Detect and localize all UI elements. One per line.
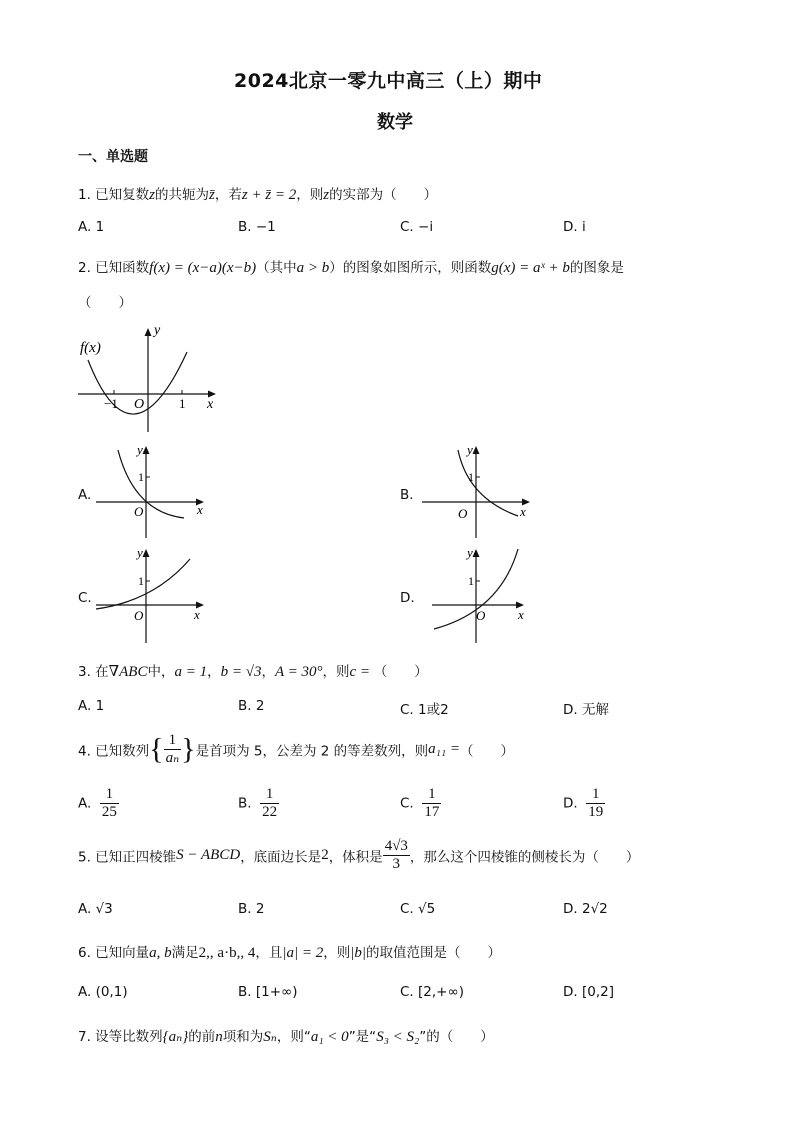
- q6-option-a[interactable]: A. (0,1): [78, 984, 128, 1000]
- gb-x-label: x: [520, 504, 526, 519]
- q2-text-c: ）的图象如图所示，则函数: [329, 260, 492, 276]
- q5-vol-num: 4√3: [384, 838, 408, 854]
- q6-text-d: ，则: [323, 945, 351, 961]
- q4-seq-fraction: [164, 732, 182, 767]
- q7-cond1: a₁ < 0: [310, 1029, 349, 1045]
- q6-text-e: 的取值范围是（ ）: [365, 945, 501, 961]
- q1-option-d[interactable]: D. i: [563, 219, 586, 235]
- q1-var-2: z: [323, 187, 330, 203]
- q6-vectors: a, b: [149, 945, 172, 961]
- q6-text-c: ，且: [255, 945, 283, 961]
- q1-equation: z + z̄ = 2: [241, 187, 297, 203]
- ga-y-label: y: [137, 442, 143, 457]
- q4-option-d-den: 19: [588, 804, 604, 820]
- q4-option-d-letter: D.: [563, 795, 578, 812]
- question-1: [78, 183, 437, 204]
- question-2: [78, 256, 624, 277]
- q1-text-pre: 1. 已知复数: [78, 187, 150, 203]
- q5-text-b: ，底面边长是: [240, 849, 322, 866]
- q5-option-c[interactable]: C. √5: [400, 901, 436, 917]
- q5-option-d[interactable]: D. 2√2: [563, 901, 608, 917]
- q2-cond: a > b: [296, 260, 330, 276]
- q4-option-b-letter: B.: [238, 795, 252, 812]
- question-6: [78, 941, 501, 962]
- gd-origin-label: O: [476, 608, 486, 623]
- q7-seq: {aₙ}: [162, 1029, 189, 1045]
- q5-pyramid: S − ABCD: [176, 847, 241, 863]
- q3-text-b: 中，: [147, 664, 175, 680]
- gd-one-label: 1: [468, 574, 474, 588]
- q5-side: 2: [321, 847, 329, 863]
- q4-option-b-num: 1: [260, 786, 279, 804]
- q3-option-d[interactable]: D. 无解: [563, 702, 609, 718]
- q5-option-a[interactable]: A. √3: [78, 901, 113, 917]
- q2-paren: （ ）: [78, 295, 132, 311]
- q7-text-e: ”是“: [348, 1029, 377, 1045]
- gc-x-label: x: [194, 607, 200, 622]
- q4-option-c-num: 1: [422, 786, 441, 804]
- q6-option-b[interactable]: B. [1+∞): [238, 984, 298, 1000]
- q4-option-d[interactable]: [563, 786, 605, 821]
- q5-text-a: 5. 已知正四棱锥: [78, 849, 177, 866]
- fx-x-label: x: [207, 397, 214, 412]
- question-7: [78, 1025, 494, 1046]
- q7-text-b: 的前: [188, 1029, 216, 1045]
- q6-norm-a: |a| = 2: [282, 945, 324, 961]
- q7-text-c: 项和为: [222, 1029, 264, 1045]
- q2-option-c-graph[interactable]: [94, 545, 212, 645]
- q1-text-mid1: 的共轭为: [155, 187, 210, 203]
- q1-option-c[interactable]: C. −i: [400, 219, 434, 235]
- q1-text-end: 的实部为（ ）: [329, 187, 438, 203]
- gd-y-arrow: [473, 549, 480, 557]
- fx-origin-label: O: [134, 397, 145, 412]
- page-title: 2024北京一零九中高三（上）期中: [234, 70, 543, 92]
- q3-text-d: （ ）: [373, 664, 428, 680]
- subject-title: 数学: [377, 112, 413, 133]
- q1-text-mid3: ，则: [296, 187, 324, 203]
- q7-text-f: ”的（ ）: [419, 1029, 494, 1045]
- q4-option-c[interactable]: [400, 786, 441, 821]
- q6-option-c[interactable]: C. [2,+∞): [400, 984, 464, 1000]
- fx-y-arrow: [145, 328, 152, 336]
- q2-option-c[interactable]: C.: [78, 590, 92, 606]
- ga-x-label: x: [197, 502, 203, 517]
- q2-option-b[interactable]: B.: [400, 487, 414, 503]
- gb-one-label: 1: [468, 470, 474, 484]
- q3-A: A = 30°: [274, 664, 323, 680]
- gd-y-label: y: [467, 545, 473, 560]
- q3-b: b = √3: [220, 664, 262, 680]
- q4-text-a: 4. 已知数列: [78, 743, 150, 760]
- gd-x-label: x: [518, 607, 524, 622]
- q4-text-b: 是首项为 5，公差为 2 的等差数列，则: [195, 743, 429, 760]
- q4-option-b[interactable]: [238, 786, 279, 821]
- ga-one-label: 1: [138, 470, 144, 484]
- q3-option-b[interactable]: B. 2: [238, 698, 265, 714]
- question-5: [78, 838, 639, 873]
- gb-origin-label: O: [458, 506, 468, 521]
- q2-option-a-graph[interactable]: [94, 442, 212, 540]
- q7-text-d: ，则“: [276, 1029, 311, 1045]
- q2-gx: g(x) = aˣ + b: [491, 260, 570, 276]
- q1-option-a[interactable]: A. 1: [78, 219, 105, 235]
- q5-vol-den: 3: [392, 856, 401, 872]
- q1-conj: z̄: [209, 187, 215, 203]
- q4-option-a-den: 25: [101, 804, 117, 820]
- q4-target: a₁₁ =: [428, 741, 460, 757]
- q2-option-d-graph[interactable]: [430, 545, 548, 645]
- q2-text-a: 2. 已知函数: [78, 260, 150, 276]
- q1-text-mid2: ，若: [214, 187, 242, 203]
- gc-y-arrow: [143, 549, 150, 557]
- q6-text-a: 6. 已知向量: [78, 945, 150, 961]
- q4-seq-num: 1: [164, 732, 182, 750]
- gc-y-label: y: [137, 545, 143, 560]
- ga-curve: [118, 450, 184, 518]
- q4-option-d-num: 1: [586, 786, 605, 804]
- q2-text-d: 的图象是: [569, 260, 624, 276]
- q7-sn: Sₙ: [263, 1029, 277, 1045]
- gc-origin-label: O: [134, 608, 144, 623]
- q6-norm-b: |b|: [350, 945, 366, 961]
- q3-text-c: ，则: [322, 664, 350, 680]
- q4-option-c-den: 17: [424, 804, 440, 820]
- q4-option-a[interactable]: [78, 786, 119, 821]
- q5-option-b[interactable]: B. 2: [238, 901, 265, 917]
- question-4: 4. 已知数列{ $\frac{1}{\text{aₙ}}$ }是首项为 5，公差为 2 的等差数列，则a₁₁ =（ ）: [78, 732, 514, 766]
- q2-option-a[interactable]: A.: [78, 487, 92, 503]
- fx-one-label: 1: [179, 396, 186, 411]
- q1-var: z: [149, 187, 156, 203]
- q6-option-d[interactable]: D. [0,2]: [563, 984, 614, 1000]
- q4-text-c: （ ）: [459, 743, 514, 760]
- q2-fx: f(x) = (x−a)(x−b): [149, 260, 257, 276]
- q4-option-a-num: 1: [100, 786, 119, 804]
- section-heading: 一、单选题: [78, 149, 148, 165]
- q2-option-b-graph[interactable]: [420, 442, 538, 540]
- q6-condition: 2,, a·b,, 4: [198, 945, 256, 961]
- q7-n: n: [215, 1029, 223, 1045]
- q7-text-a: 7. 设等比数列: [78, 1029, 163, 1045]
- q5-text-d: ，那么这个四棱锥的侧棱长为（ ）: [409, 849, 640, 866]
- q5-text-c: ，体积是: [328, 849, 383, 866]
- q1-option-b[interactable]: B. −1: [238, 219, 276, 235]
- q3-text-a: 3. 在: [78, 664, 109, 680]
- q5-volume-fraction: [383, 838, 410, 873]
- question-3: 3. 在∇ABC中，a = 1，b = √3，A = 30°，则c = （ ）: [78, 664, 428, 680]
- ga-y-arrow: [143, 446, 150, 454]
- q2-option-d[interactable]: D.: [400, 590, 415, 606]
- fx-y-label: y: [154, 323, 161, 338]
- fx-label: f(x): [80, 340, 101, 356]
- q3-a: a = 1: [174, 664, 208, 680]
- gc-one-label: 1: [138, 574, 144, 588]
- q3-triangle: ∇ABC: [108, 664, 148, 680]
- fx-neg1-label: −1: [104, 396, 118, 411]
- q4-option-c-letter: C.: [400, 795, 414, 812]
- q4-option-b-den: 22: [262, 804, 278, 820]
- q6-text-b: 满足: [171, 945, 199, 961]
- q2-fx-graph: [74, 322, 224, 434]
- q4-seq-den: aₙ: [165, 750, 180, 766]
- q3-c: c =: [349, 664, 374, 680]
- q3-option-a[interactable]: A. 1: [78, 698, 105, 714]
- q4-option-a-letter: A.: [78, 795, 92, 812]
- q2-text-b: （其中: [256, 260, 297, 276]
- q7-cond2: S₃ < S₂: [376, 1029, 420, 1045]
- gb-y-label: y: [467, 442, 473, 457]
- q3-option-c[interactable]: C. 1或2: [400, 702, 449, 718]
- ga-origin-label: O: [134, 504, 144, 519]
- gb-y-arrow: [473, 446, 480, 454]
